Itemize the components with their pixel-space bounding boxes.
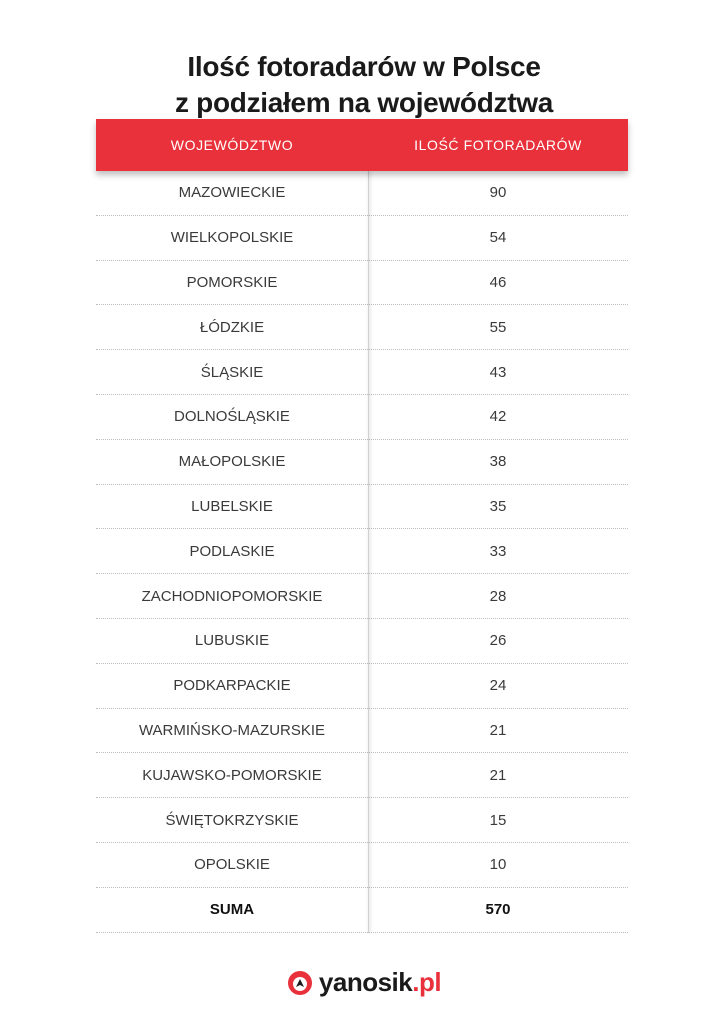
count-cell: 33: [489, 542, 507, 560]
header-region: WOJEWÓDZTWO: [170, 137, 294, 153]
table-row: [96, 261, 628, 306]
header-count: ILOŚĆ FOTORADARÓW: [414, 137, 582, 153]
table-row: [96, 440, 628, 485]
count-cell: 24: [489, 677, 507, 695]
brand-logo: [0, 967, 728, 998]
table-row: [96, 305, 628, 350]
region-cell: ZACHODNIOPOMORSKIE: [141, 587, 323, 605]
total-label: SUMA: [209, 901, 255, 919]
region-cell: LUBUSKIE: [194, 632, 270, 650]
region-cell: ŁÓDZKIE: [199, 318, 265, 336]
table-body: [96, 171, 628, 933]
total-count: 570: [485, 901, 511, 919]
yanosik-logo-icon: [287, 970, 313, 996]
region-cell: LUBELSKIE: [191, 497, 273, 515]
region-cell: OPOLSKIE: [194, 856, 270, 874]
count-cell: 26: [489, 632, 507, 650]
region-cell: WIELKOPOLSKIE: [170, 229, 294, 247]
region-cell: ŚLĄSKIE: [200, 363, 264, 381]
table-row: [96, 395, 628, 440]
count-cell: 28: [489, 587, 507, 605]
page-title: [0, 49, 728, 121]
count-cell: 54: [489, 229, 507, 247]
count-cell: 21: [489, 721, 507, 739]
table-header: [96, 119, 628, 171]
count-cell: 55: [489, 318, 507, 336]
table-row: [96, 843, 628, 888]
table-row: [96, 216, 628, 261]
count-cell: 43: [489, 363, 507, 381]
count-cell: 35: [489, 497, 507, 515]
region-cell: KUJAWSKO-POMORSKIE: [142, 766, 322, 784]
table-row: [96, 709, 628, 754]
table-row: [96, 485, 628, 530]
brand-wordmark: [319, 967, 441, 998]
total-row: [96, 888, 628, 933]
region-cell: DOLNOŚLĄSKIE: [174, 408, 290, 426]
region-cell: WARMIŃSKO-MAZURSKIE: [138, 721, 326, 739]
region-cell: POMORSKIE: [186, 273, 278, 291]
region-cell: MAZOWIECKIE: [178, 184, 286, 202]
title-line-1: Ilość fotoradarów w Polsce: [187, 50, 541, 82]
region-cell: PODKARPACKIE: [173, 677, 291, 695]
count-cell: 21: [489, 766, 507, 784]
table-row: [96, 664, 628, 709]
count-cell: 15: [489, 811, 507, 829]
count-cell: 10: [489, 856, 507, 874]
region-cell: MAŁOPOLSKIE: [178, 453, 286, 471]
table-row: [96, 529, 628, 574]
brand-name: yanosik: [318, 967, 413, 997]
brand-tld: .pl: [412, 967, 442, 997]
count-cell: 90: [489, 184, 507, 202]
table-row: [96, 753, 628, 798]
region-cell: ŚWIĘTOKRZYSKIE: [165, 811, 299, 829]
title-line-2: z podziałem na województwa: [174, 86, 554, 118]
speed-camera-table: [96, 119, 628, 933]
table-row: [96, 798, 628, 843]
table-row: [96, 350, 628, 395]
table-row: [96, 574, 628, 619]
count-cell: 46: [489, 273, 507, 291]
count-cell: 38: [489, 453, 507, 471]
count-cell: 42: [489, 408, 507, 426]
region-cell: PODLASKIE: [189, 542, 275, 560]
table-row: [96, 171, 628, 216]
table-row: [96, 619, 628, 664]
